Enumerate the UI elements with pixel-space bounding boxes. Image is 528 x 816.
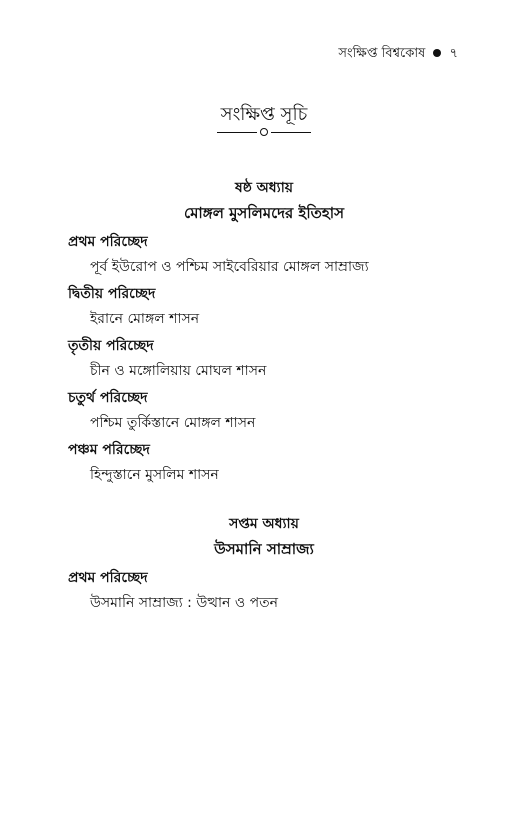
- chapter-title: মোঙ্গল মুসলিমদের ইতিহাস: [183, 204, 344, 222]
- divider-ornament: [0, 128, 528, 136]
- page-number: ৭: [449, 46, 458, 61]
- running-title: সংক্ষিপ্ত বিশ্বকোষ: [338, 46, 426, 61]
- section-item: চীন ও মঙ্গোলিয়ায় মোঘল শাসন: [90, 363, 267, 379]
- section-heading: প্রথম পরিচ্ছেদ: [68, 570, 148, 586]
- section-heading: তৃতীয় পরিচ্ছেদ: [68, 338, 154, 354]
- section-heading: প্রথম পরিচ্ছেদ: [68, 234, 148, 250]
- divider-line-right: [271, 132, 311, 133]
- section-heading: চতুর্থ পরিচ্ছেদ: [68, 390, 148, 406]
- section-item: উসমানি সাম্রাজ্য : উত্থান ও পতন: [90, 595, 278, 611]
- toc-title: সংক্ষিপ্ত সূচি: [220, 104, 308, 125]
- section-item: ইরানে মোঙ্গল শাসন: [90, 311, 200, 327]
- divider-line-left: [217, 132, 257, 133]
- chapter-label: সপ্তম অধ্যায়: [229, 516, 299, 532]
- chapter-title: উসমানি সাম্রাজ্য: [214, 540, 314, 558]
- bullet-dot-icon: [433, 49, 441, 57]
- section-heading: দ্বিতীয় পরিচ্ছেদ: [68, 286, 156, 302]
- ornament-circle-icon: [260, 128, 268, 136]
- section-item: পশ্চিম তুর্কিস্তানে মোঙ্গল শাসন: [90, 415, 256, 431]
- section-heading: পঞ্চম পরিচ্ছেদ: [68, 442, 150, 458]
- chapter-label: ষষ্ঠ অধ্যায়: [234, 180, 294, 196]
- running-head: [338, 44, 458, 65]
- section-item: পূর্ব ইউরোপ ও পশ্চিম সাইবেরিয়ার মোঙ্গল সাম্রাজ্য: [90, 259, 369, 275]
- section-item: হিন্দুস্তানে মুসলিম শাসন: [90, 467, 219, 483]
